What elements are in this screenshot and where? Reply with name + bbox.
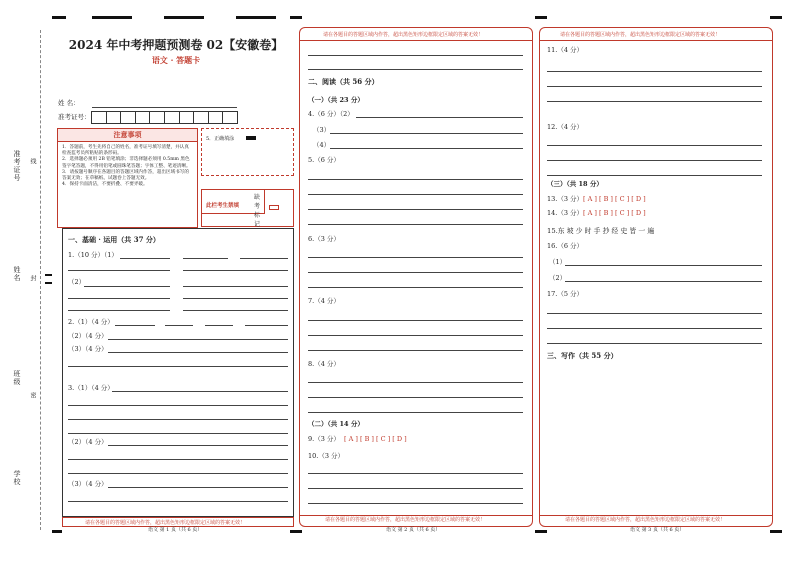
absent-label: 缺考标记 [254,194,261,228]
q3-3-label: （3）（4 分） [68,480,108,488]
binding-line [40,30,41,530]
q16-label: 16.（6 分） [547,242,584,250]
q12-label: 12.（4 分） [547,123,584,131]
side-label-school: 学校 [13,470,21,486]
fill-example-box [201,128,294,176]
top-notice: 请在各题目的答题区域内作答，超出黑色矩形边框限定区域的答案无效！ [323,32,484,38]
name-label: 姓 名： [58,99,80,107]
q7-label: 7.（4 分） [308,297,340,305]
part1-title: （一）（共 23 分） [308,96,364,104]
section3-title: 三、写作（共 55 分） [547,351,618,360]
page-number: 语文 第 2 页（共 6 页） [386,527,441,533]
q4-label: 4.（6 分）（2） [308,110,354,118]
q2-3-label: （3）（4 分） [68,345,108,353]
note-item: 3．请按题号顺序在各题目的答题区域内作答，超出区域书写的答案无效；在草稿纸、试题卷上答题无效。 [62,169,189,182]
q15-label: 15.东 坡 少 时 手 抄 经 史 皆 一 遍 [547,227,655,235]
filled-bubble-icon [246,136,256,140]
alignment-mark [770,530,782,533]
q14-label: 14.（3 分） [547,209,584,217]
q3-label: 3.（1）（4 分） [68,384,114,392]
page-number: 语文 第 3 页（共 6 页） [630,527,685,533]
side-label-class: 班级 [13,370,21,386]
footer-notice: 请在各题目的答题区域内作答，超出黑色矩形边框限定区域的答案无效！ [565,517,726,523]
side-label-seal: 封 [29,275,36,282]
q6-label: 6.（3 分） [308,235,340,243]
q17-label: 17.（5 分） [547,290,584,298]
q5-label: 5.（6 分） [308,156,340,164]
part3-title: （三）（共 18 分） [547,180,603,188]
q1-label: 1.（10 分）（1） [68,251,118,259]
q9-label: 9.（3 分） [308,435,340,443]
q13-options[interactable]: [ A ] [ B ] [ C ] [ D ] [583,195,646,203]
alignment-mark [52,530,62,533]
page-subtitle: 语文 · 答题卡 [151,55,201,65]
footer-notice: 请在各题目的答题区域内作答，超出黑色矩形边框限定区域的答案无效！ [325,517,486,523]
note-item: 4．保持卡面清洁，不要折叠、不要弄破。 [62,182,148,188]
side-label-line: 线 [29,158,36,165]
q13-label: 13.（3 分） [547,195,584,203]
column3-box [539,27,773,527]
q1-2-label: （2） [68,278,86,286]
q14-options[interactable]: [ A ] [ B ] [ C ] [ D ] [583,209,646,217]
page-number: 语文 第 1 页（共 6 页） [148,527,203,533]
q9-options[interactable]: [ A ] [ B ] [ C ] [ D ] [344,435,407,443]
q16-2-label: （2） [549,274,567,282]
note-item: 1．答题前，考生先将自己的姓名，准考证号填写清楚，并认真检查监考员所粘贴的条形码。 [62,145,189,157]
q11-label: 11.（4 分） [547,46,584,54]
footer-notice: 请在各题目的答题区域内作答，超出黑色矩形边框限定区域的答案无效！ [85,520,246,526]
section2-title: 二、阅读（共 56 分） [308,77,379,86]
side-mark [45,282,52,284]
q10-label: 10.（3 分） [308,452,345,460]
exam-no-boxes[interactable] [91,111,238,124]
note-item: 2．选择题必须用 2B 铅笔填涂；非选择题必须用 0.5mm 黑色签字笔答题，不得用铅笔或圆珠笔答题；字体工整、笔迹清晰。 [62,157,191,169]
q4-3-label: （3） [313,126,331,134]
q8-label: 8.（4 分） [308,360,340,368]
side-label-name: 姓名 [13,266,21,282]
q4-4-label: （4） [313,141,331,149]
fill-example-label: 5．正确填涂 [206,136,235,142]
alignment-mark [535,530,547,533]
top-notice: 请在各题目的答题区域内作答，超出黑色矩形边框限定区域的答案无效！ [560,32,721,38]
absent-note: 此栏考生禁填 [206,203,240,209]
part2-title: （二）（共 14 分） [308,420,364,428]
side-mark [45,274,52,276]
notes-title: 注意事项 [58,129,197,142]
absent-checkbox[interactable] [269,205,279,210]
notes-box [57,128,198,228]
footer-notice-box [62,517,294,527]
side-label-exam-no: 准考证号 [13,150,21,182]
side-label-dense: 密 [29,392,36,399]
q16-1-label: （1） [549,258,567,266]
alignment-mark [52,16,66,19]
alignment-mark [164,16,204,19]
alignment-mark [92,16,132,19]
name-field[interactable] [92,107,237,108]
absent-box [201,189,294,227]
q2-label: 2.（1）（4 分） [68,318,114,326]
alignment-mark [290,16,302,19]
alignment-mark [236,16,276,19]
q2-2-label: （2）（4 分） [68,332,108,340]
alignment-mark [770,16,782,19]
alignment-mark [290,530,302,533]
exam-no-label: 准考证号： [58,113,91,121]
page-title: 2024 年中考押题预测卷 02【安徽卷】 [68,38,284,52]
alignment-mark [535,16,547,19]
section1-title: 一、基础 · 运用（共 37 分） [68,235,160,244]
q3-2-label: （2）（4 分） [68,438,108,446]
